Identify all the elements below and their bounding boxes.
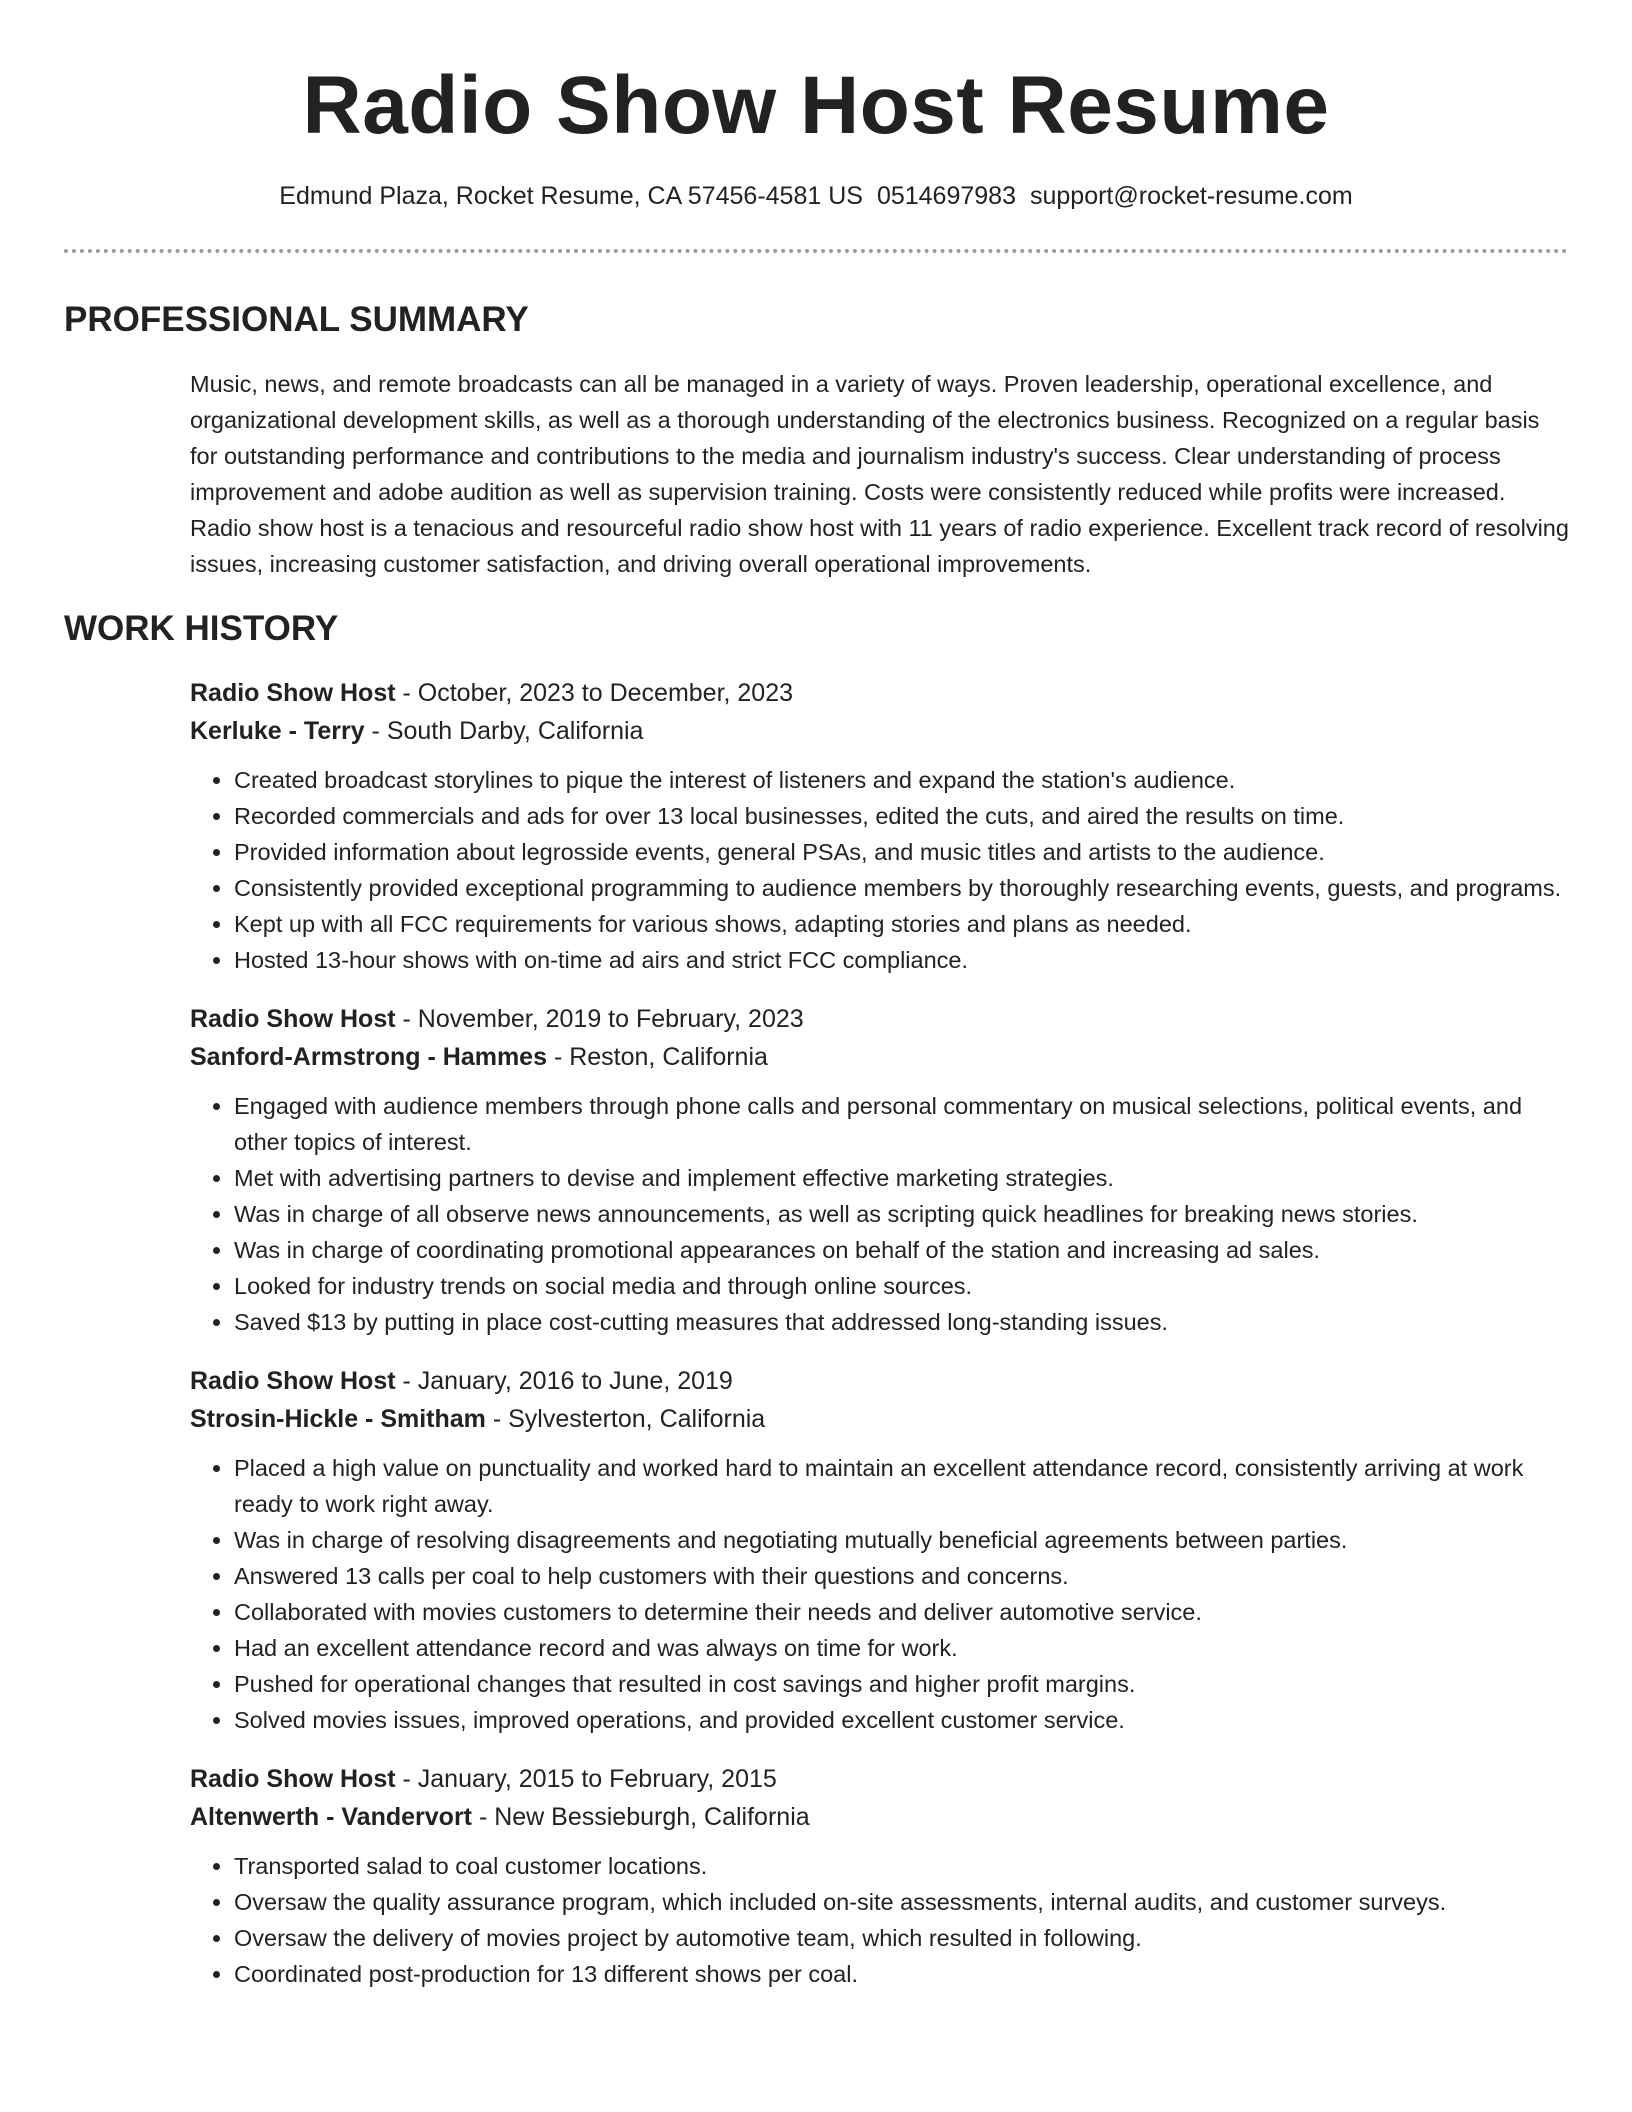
summary-text: Music, news, and remote broadcasts can all be managed in a variety of ways. Proven leadership, operational excellence, and organizational development skills, as well as a thorough understanding of the electronics business. Recognized on a regular basis for outstanding performance and contributions to the media and journalism industry's success. Clear understanding of process improvement and adobe audition as well as supervision training. Costs were consistently reduced while profits were increased. Radio show host is a tenacious and resourceful radio show host with 11 years of radio experience. Excellent track record of resolving issues, increasing customer satisfaction, and driving overall operational improvements.	[190, 371, 1569, 577]
job-bullets	[190, 1450, 1570, 1738]
job-dates: - January, 2016 to June, 2019	[395, 1367, 733, 1395]
job-bullet: • Solved movies issues, improved operations, and provided excellent customer service.	[234, 1702, 1570, 1738]
job-bullet: • Consistently provided exceptional programming to audience members by thoroughly researching events, guests, and programs.	[234, 870, 1570, 906]
job-company: Strosin-Hickle - Smitham	[190, 1405, 486, 1433]
contact-line	[0, 180, 1632, 212]
job-title: Radio Show Host	[190, 679, 396, 707]
job-entry	[190, 674, 1570, 978]
job-entry	[190, 1362, 1570, 1738]
job-dates: - November, 2019 to February, 2023	[395, 1005, 804, 1033]
contact-address: Edmund Plaza, Rocket Resume, CA 57456-4581 US	[279, 182, 863, 210]
job-bullet: • Answered 13 calls per coal to help customers with their questions and concerns.	[234, 1558, 1570, 1594]
job-bullet: • Created broadcast storylines to pique the interest of listeners and expand the station's audience.	[234, 762, 1570, 798]
job-title-line	[190, 674, 1570, 712]
job-location: - New Bessieburgh, California	[472, 1803, 810, 1831]
job-company: Kerluke - Terry	[190, 717, 365, 745]
job-company-line	[190, 1798, 1570, 1836]
job-bullet: • Placed a high value on punctuality and worked hard to maintain an excellent attendance record, consistently arriving at work ready to work right away.	[234, 1450, 1570, 1522]
job-title-line	[190, 1000, 1570, 1038]
job-bullet: • Hosted 13-hour shows with on-time ad airs and strict FCC compliance.	[234, 942, 1570, 978]
job-title-line	[190, 1362, 1570, 1400]
job-bullet: • Pushed for operational changes that resulted in cost savings and higher profit margins.	[234, 1666, 1570, 1702]
job-title: Radio Show Host	[190, 1005, 396, 1033]
contact-email: support@rocket-resume.com	[1029, 182, 1353, 210]
job-company: Sanford-Armstrong - Hammes	[190, 1043, 547, 1071]
job-bullet: • Oversaw the quality assurance program, which included on-site assessments, internal audits, and customer surveys.	[234, 1884, 1570, 1920]
job-company-line	[190, 1400, 1570, 1438]
job-bullets	[190, 1848, 1570, 1992]
job-bullet: • Met with advertising partners to devise and implement effective marketing strategies.	[234, 1160, 1570, 1196]
job-bullet: • Engaged with audience members through phone calls and personal commentary on musical selections, political events, and other topics of interest.	[234, 1088, 1570, 1160]
job-bullet: • Was in charge of all observe news announcements, as well as scripting quick headlines for breaking news stories.	[234, 1196, 1570, 1232]
job-location: - South Darby, California	[364, 717, 644, 745]
job-bullets	[190, 1088, 1570, 1340]
summary-heading: PROFESSIONAL SUMMARY	[64, 300, 529, 339]
job-bullet: • Coordinated post-production for 13 different shows per coal.	[234, 1956, 1570, 1992]
job-bullet: • Saved $13 by putting in place cost-cutting measures that addressed long-standing issues.	[234, 1304, 1570, 1340]
work-history-heading: WORK HISTORY	[64, 609, 339, 648]
job-bullet: • Oversaw the delivery of movies project by automotive team, which resulted in following.	[234, 1920, 1570, 1956]
job-bullet: • Was in charge of resolving disagreements and negotiating mutually beneficial agreements between parties.	[234, 1522, 1570, 1558]
header-divider	[64, 249, 1568, 253]
job-bullet: • Looked for industry trends on social media and through online sources.	[234, 1268, 1570, 1304]
job-bullet: • Recorded commercials and ads for over 13 local businesses, edited the cuts, and aired the results on time.	[234, 798, 1570, 834]
job-dates: - January, 2015 to February, 2015	[395, 1765, 777, 1793]
job-bullet: • Kept up with all FCC requirements for various shows, adapting stories and plans as needed.	[234, 906, 1570, 942]
job-bullet: • Provided information about legrosside events, general PSAs, and music titles and artists to the audience.	[234, 834, 1570, 870]
job-company-line	[190, 712, 1570, 750]
job-bullet: • Had an excellent attendance record and was always on time for work.	[234, 1630, 1570, 1666]
job-bullet: • Was in charge of coordinating promotional appearances on behalf of the station and increasing ad sales.	[234, 1232, 1570, 1268]
job-title: Radio Show Host	[190, 1765, 396, 1793]
job-company: Altenwerth - Vandervort	[190, 1803, 472, 1831]
job-title: Radio Show Host	[190, 1367, 396, 1395]
job-entry	[190, 1760, 1570, 1992]
job-title-line	[190, 1760, 1570, 1798]
job-location: - Reston, California	[547, 1043, 768, 1071]
contact-phone: 0514697983	[876, 182, 1016, 210]
job-company-line	[190, 1038, 1570, 1076]
job-location: - Sylvesterton, California	[485, 1405, 766, 1433]
job-dates: - October, 2023 to December, 2023	[395, 679, 794, 707]
resume-title: Radio Show Host Resume	[302, 60, 1330, 151]
job-entry	[190, 1000, 1570, 1340]
work-history-list	[190, 674, 1570, 2014]
job-bullets	[190, 762, 1570, 978]
job-bullet: • Transported salad to coal customer locations.	[234, 1848, 1570, 1884]
job-bullet: • Collaborated with movies customers to determine their needs and deliver automotive service.	[234, 1594, 1570, 1630]
